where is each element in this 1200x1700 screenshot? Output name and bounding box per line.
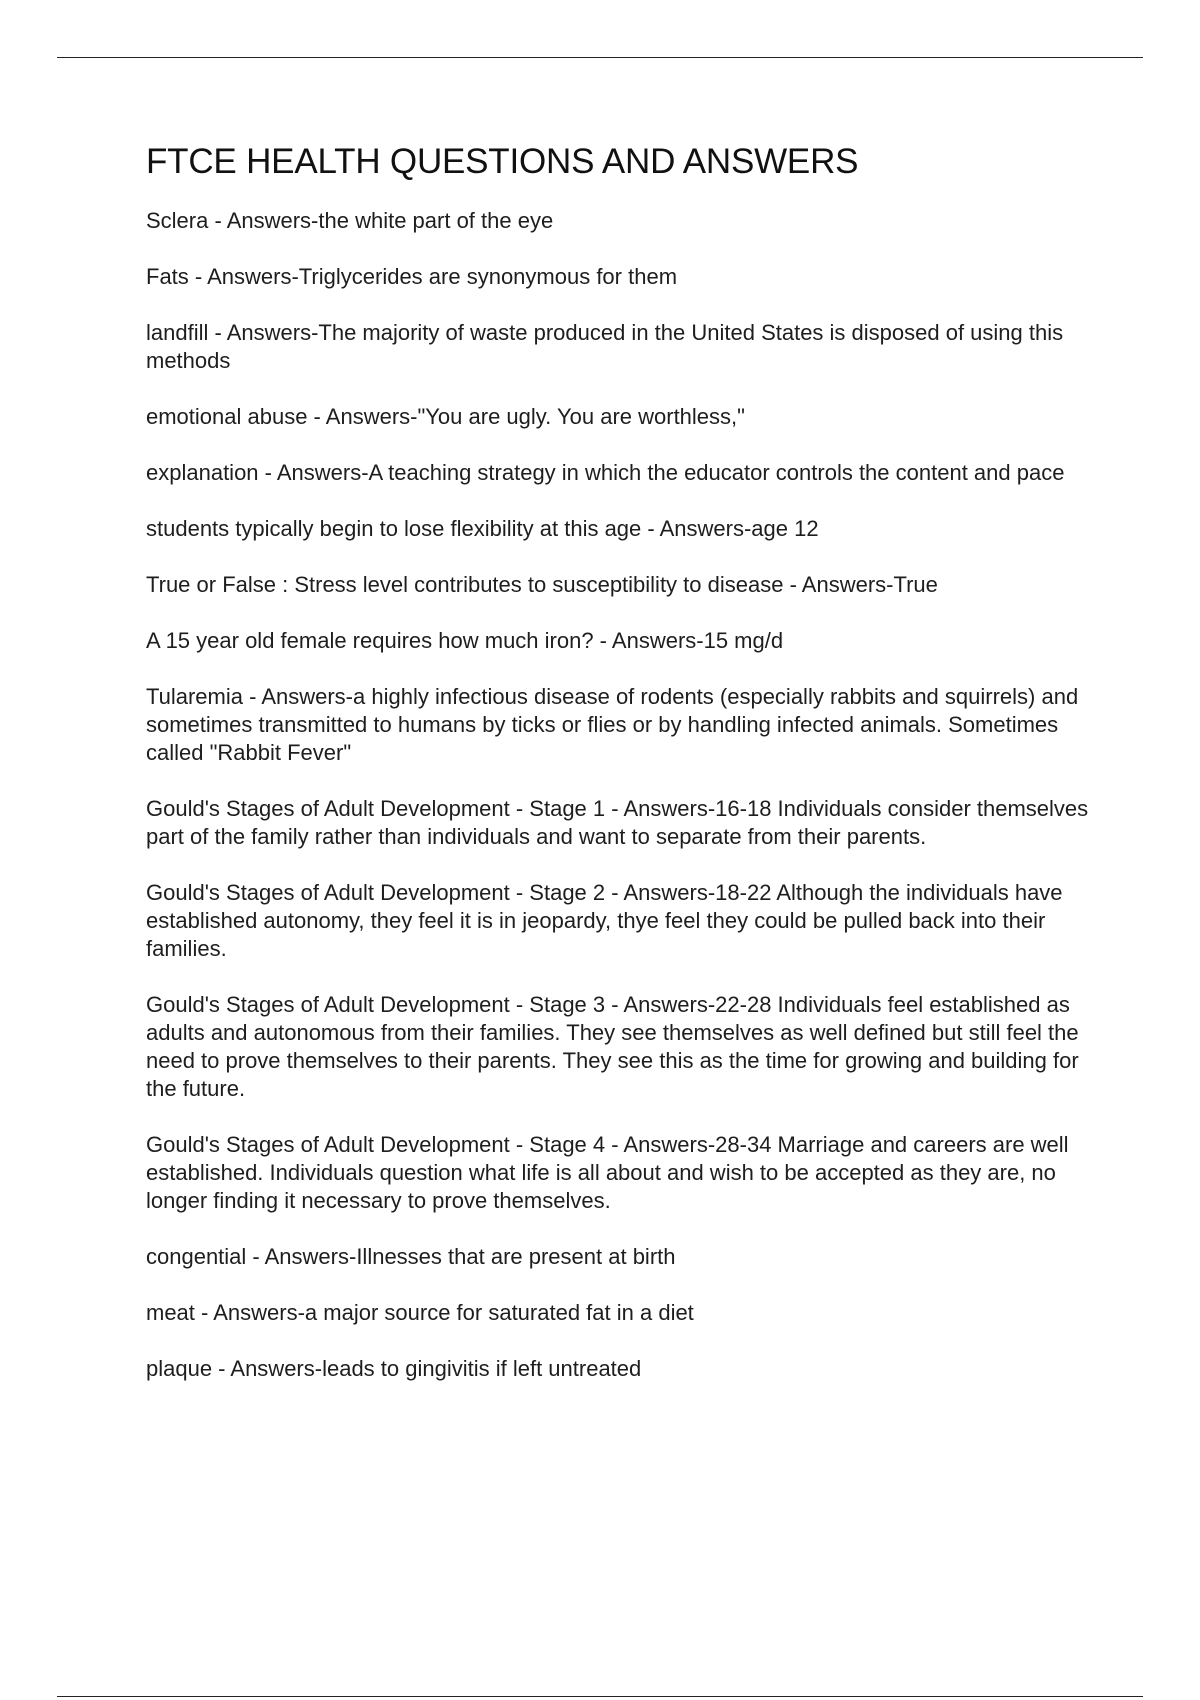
bottom-divider — [57, 1696, 1143, 1697]
top-divider — [57, 57, 1143, 58]
qa-list — [146, 207, 1096, 1383]
qa-item-congential: congential - Answers-Illnesses that are present at birth — [146, 1244, 676, 1269]
qa-item-gould-stage-4: Gould's Stages of Adult Development - Stage 4 - Answers-28-34 Marriage and careers are well established. Individuals question what life is all about and wish to be accepted as they are, no longer finding it necessary to prove themselves. — [146, 1132, 1069, 1213]
qa-item-flexibility: students typically begin to lose flexibility at this age - Answers-age 12 — [146, 516, 819, 541]
qa-item-sclera: Sclera - Answers-the white part of the eye — [146, 208, 554, 233]
qa-item-emotional-abuse: emotional abuse - Answers-"You are ugly. You are worthless," — [146, 404, 745, 429]
document-body — [146, 140, 1096, 1411]
qa-item-fats: Fats - Answers-Triglycerides are synonymous for them — [146, 264, 678, 289]
qa-item-tularemia: Tularemia - Answers-a highly infectious disease of rodents (especially rabbits and squirrels) and sometimes transmitted to humans by ticks or flies or by handling infected animals. Sometimes called "Rabbit Fever" — [146, 684, 1079, 765]
qa-item-gould-stage-1: Gould's Stages of Adult Development - Stage 1 - Answers-16-18 Individuals consider themselves part of the family rather than individuals and want to separate from their parents. — [146, 796, 1089, 849]
qa-item-gould-stage-2: Gould's Stages of Adult Development - Stage 2 - Answers-18-22 Although the individuals have established autonomy, they feel it is in jeopardy, thye feel they could be pulled back into their families. — [146, 880, 1063, 961]
qa-item-landfill: landfill - Answers-The majority of waste produced in the United States is disposed of using this methods — [146, 320, 1064, 373]
qa-item-iron: A 15 year old female requires how much iron? - Answers-15 mg/d — [146, 628, 784, 653]
qa-item-gould-stage-3: Gould's Stages of Adult Development - Stage 3 - Answers-22-28 Individuals feel established as adults and autonomous from their families. They see themselves as well defined but still feel the need to prove themselves to their parents. They see this as the time for growing and building for the future. — [146, 992, 1079, 1101]
qa-item-explanation: explanation - Answers-A teaching strategy in which the educator controls the content and pace — [146, 460, 1065, 485]
document-title: FTCE HEALTH QUESTIONS AND ANSWERS — [146, 142, 859, 181]
qa-item-stress: True or False : Stress level contributes to susceptibility to disease - Answers-True — [146, 572, 938, 597]
qa-item-meat: meat - Answers-a major source for saturated fat in a diet — [146, 1300, 694, 1325]
qa-item-plaque: plaque - Answers-leads to gingivitis if left untreated — [146, 1356, 642, 1381]
